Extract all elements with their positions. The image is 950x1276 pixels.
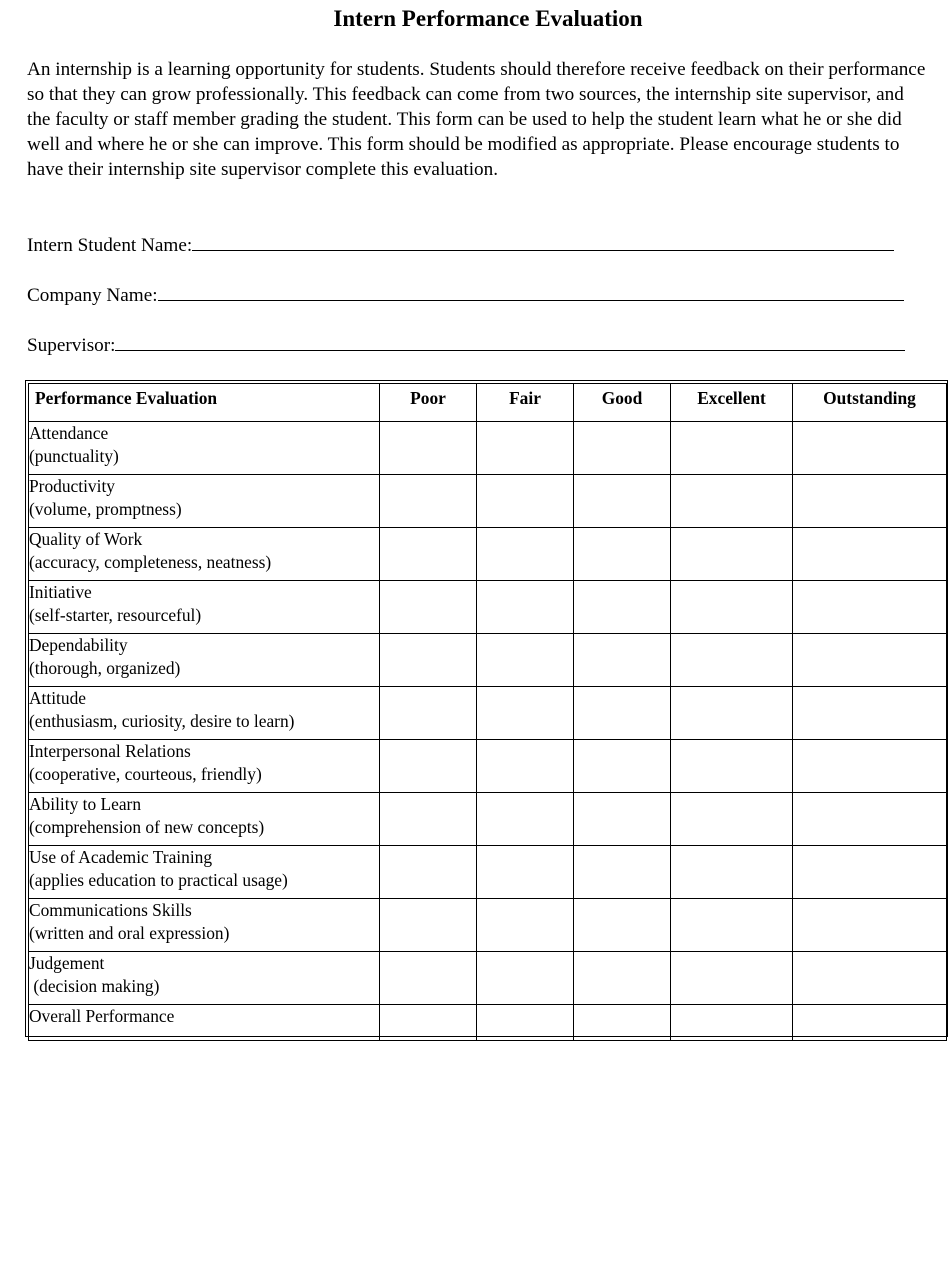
rating-cell-fair[interactable] bbox=[477, 528, 574, 581]
table-row bbox=[29, 528, 947, 581]
table-row bbox=[29, 846, 947, 899]
rating-cell-good[interactable] bbox=[574, 634, 671, 687]
criterion-detail: (accuracy, completeness, neatness) bbox=[29, 552, 272, 572]
rating-cell-excellent[interactable] bbox=[671, 952, 793, 1005]
rating-cell-good[interactable] bbox=[574, 793, 671, 846]
rating-cell-outstanding[interactable] bbox=[793, 475, 947, 528]
rating-cell-outstanding[interactable] bbox=[793, 581, 947, 634]
rating-cell-excellent[interactable] bbox=[671, 422, 793, 475]
criterion-name: Communications Skills bbox=[29, 900, 192, 920]
criterion-name: Attendance bbox=[29, 423, 109, 443]
rating-cell-good[interactable] bbox=[574, 581, 671, 634]
rating-cell-poor[interactable] bbox=[380, 793, 477, 846]
criterion-detail: (self-starter, resourceful) bbox=[29, 605, 202, 625]
criterion-detail: (punctuality) bbox=[29, 446, 119, 466]
rating-cell-good[interactable] bbox=[574, 1005, 671, 1041]
criterion-name: Overall Performance bbox=[29, 1006, 175, 1026]
supervisor-line[interactable] bbox=[115, 331, 905, 351]
criterion-name: Quality of Work bbox=[29, 529, 143, 549]
criterion-detail: (volume, promptness) bbox=[29, 499, 182, 519]
company-name-label: Company Name: bbox=[27, 285, 158, 306]
student-name-label: Intern Student Name: bbox=[27, 235, 193, 256]
supervisor-field bbox=[27, 331, 905, 358]
rating-cell-outstanding[interactable] bbox=[793, 899, 947, 952]
criterion-detail: (applies education to practical usage) bbox=[29, 870, 288, 890]
criterion-detail: (enthusiasm, curiosity, desire to learn) bbox=[29, 711, 295, 731]
criterion-cell bbox=[29, 899, 380, 952]
criterion-detail: (comprehension of new concepts) bbox=[29, 817, 265, 837]
rating-cell-good[interactable] bbox=[574, 846, 671, 899]
header-poor: Poor bbox=[380, 384, 477, 422]
rating-cell-excellent[interactable] bbox=[671, 899, 793, 952]
table-header-row bbox=[29, 384, 947, 422]
table-row bbox=[29, 793, 947, 846]
header-fair: Fair bbox=[477, 384, 574, 422]
rating-cell-poor[interactable] bbox=[380, 899, 477, 952]
rating-cell-fair[interactable] bbox=[477, 740, 574, 793]
criterion-cell bbox=[29, 528, 380, 581]
rating-cell-fair[interactable] bbox=[477, 581, 574, 634]
rating-cell-outstanding[interactable] bbox=[793, 1005, 947, 1041]
rating-cell-good[interactable] bbox=[574, 899, 671, 952]
rating-cell-excellent[interactable] bbox=[671, 528, 793, 581]
rating-cell-poor[interactable] bbox=[380, 422, 477, 475]
rating-cell-good[interactable] bbox=[574, 422, 671, 475]
rating-cell-poor[interactable] bbox=[380, 528, 477, 581]
rating-cell-outstanding[interactable] bbox=[793, 740, 947, 793]
rating-cell-fair[interactable] bbox=[477, 846, 574, 899]
rating-cell-poor[interactable] bbox=[380, 846, 477, 899]
page-title: Intern Performance Evaluation bbox=[333, 6, 643, 31]
rating-cell-good[interactable] bbox=[574, 687, 671, 740]
table-row bbox=[29, 422, 947, 475]
rating-cell-fair[interactable] bbox=[477, 1005, 574, 1041]
table-row bbox=[29, 952, 947, 1005]
rating-cell-excellent[interactable] bbox=[671, 1005, 793, 1041]
criterion-detail: (cooperative, courteous, friendly) bbox=[29, 764, 262, 784]
table-row bbox=[29, 634, 947, 687]
rating-cell-poor[interactable] bbox=[380, 1005, 477, 1041]
table-row bbox=[29, 687, 947, 740]
criterion-name: Use of Academic Training bbox=[29, 847, 213, 867]
rating-cell-outstanding[interactable] bbox=[793, 634, 947, 687]
rating-cell-excellent[interactable] bbox=[671, 581, 793, 634]
rating-cell-good[interactable] bbox=[574, 952, 671, 1005]
rating-cell-fair[interactable] bbox=[477, 793, 574, 846]
evaluation-table-frame bbox=[25, 380, 948, 1037]
rating-cell-fair[interactable] bbox=[477, 687, 574, 740]
rating-cell-good[interactable] bbox=[574, 528, 671, 581]
rating-cell-fair[interactable] bbox=[477, 899, 574, 952]
table-row bbox=[29, 581, 947, 634]
supervisor-label: Supervisor: bbox=[27, 335, 116, 356]
evaluation-table bbox=[28, 383, 947, 1041]
criterion-name: Attitude bbox=[29, 688, 86, 708]
student-name-line[interactable] bbox=[192, 231, 894, 251]
company-name-field bbox=[27, 281, 904, 308]
rating-cell-fair[interactable] bbox=[477, 634, 574, 687]
criterion-name: Ability to Learn bbox=[29, 794, 142, 814]
rating-cell-excellent[interactable] bbox=[671, 687, 793, 740]
rating-cell-excellent[interactable] bbox=[671, 634, 793, 687]
rating-cell-outstanding[interactable] bbox=[793, 793, 947, 846]
criterion-cell bbox=[29, 846, 380, 899]
rating-cell-outstanding[interactable] bbox=[793, 952, 947, 1005]
criterion-cell bbox=[29, 1005, 380, 1041]
header-criteria: Performance Evaluation bbox=[29, 384, 380, 422]
rating-cell-fair[interactable] bbox=[477, 952, 574, 1005]
header-outstanding: Outstanding bbox=[793, 384, 947, 422]
criterion-cell bbox=[29, 634, 380, 687]
rating-cell-outstanding[interactable] bbox=[793, 687, 947, 740]
table-row bbox=[29, 1005, 947, 1041]
criterion-cell bbox=[29, 740, 380, 793]
criterion-detail: (written and oral expression) bbox=[29, 923, 230, 943]
criterion-cell bbox=[29, 952, 380, 1005]
rating-cell-good[interactable] bbox=[574, 740, 671, 793]
rating-cell-poor[interactable] bbox=[380, 475, 477, 528]
header-excellent: Excellent bbox=[671, 384, 793, 422]
rating-cell-excellent[interactable] bbox=[671, 475, 793, 528]
criterion-cell bbox=[29, 793, 380, 846]
rating-cell-poor[interactable] bbox=[380, 687, 477, 740]
table-row bbox=[29, 740, 947, 793]
header-good: Good bbox=[574, 384, 671, 422]
table-row bbox=[29, 475, 947, 528]
rating-cell-good[interactable] bbox=[574, 475, 671, 528]
company-name-line[interactable] bbox=[158, 281, 904, 301]
rating-cell-outstanding[interactable] bbox=[793, 422, 947, 475]
rating-cell-excellent[interactable] bbox=[671, 846, 793, 899]
criterion-detail: (thorough, organized) bbox=[29, 658, 181, 678]
rating-cell-outstanding[interactable] bbox=[793, 846, 947, 899]
criterion-name: Judgement bbox=[29, 953, 105, 973]
student-name-field bbox=[27, 231, 894, 258]
criterion-cell bbox=[29, 687, 380, 740]
rating-cell-outstanding[interactable] bbox=[793, 528, 947, 581]
rating-cell-poor[interactable] bbox=[380, 634, 477, 687]
criterion-name: Interpersonal Relations bbox=[29, 741, 191, 761]
criterion-detail: (decision making) bbox=[29, 976, 160, 996]
rating-cell-fair[interactable] bbox=[477, 475, 574, 528]
intro-paragraph: An internship is a learning opportunity for students. Students should therefore receive feedback on their performance so that they can grow professionally. This feedback can come from two sources, the internship site supervisor, and the faculty or staff member grading the student. This form can be used to help the student learn what he or she did well and where he or she can improve. This form should be modified as appropriate. Please encourage students to have their internship site supervisor complete this evaluation. bbox=[27, 59, 926, 180]
table-row bbox=[29, 899, 947, 952]
criterion-cell bbox=[29, 422, 380, 475]
criterion-name: Initiative bbox=[29, 582, 92, 602]
criterion-name: Dependability bbox=[29, 635, 128, 655]
rating-cell-poor[interactable] bbox=[380, 581, 477, 634]
criterion-cell bbox=[29, 475, 380, 528]
rating-cell-excellent[interactable] bbox=[671, 793, 793, 846]
criterion-cell bbox=[29, 581, 380, 634]
rating-cell-fair[interactable] bbox=[477, 422, 574, 475]
rating-cell-poor[interactable] bbox=[380, 740, 477, 793]
rating-cell-excellent[interactable] bbox=[671, 740, 793, 793]
criterion-name: Productivity bbox=[29, 476, 115, 496]
rating-cell-poor[interactable] bbox=[380, 952, 477, 1005]
